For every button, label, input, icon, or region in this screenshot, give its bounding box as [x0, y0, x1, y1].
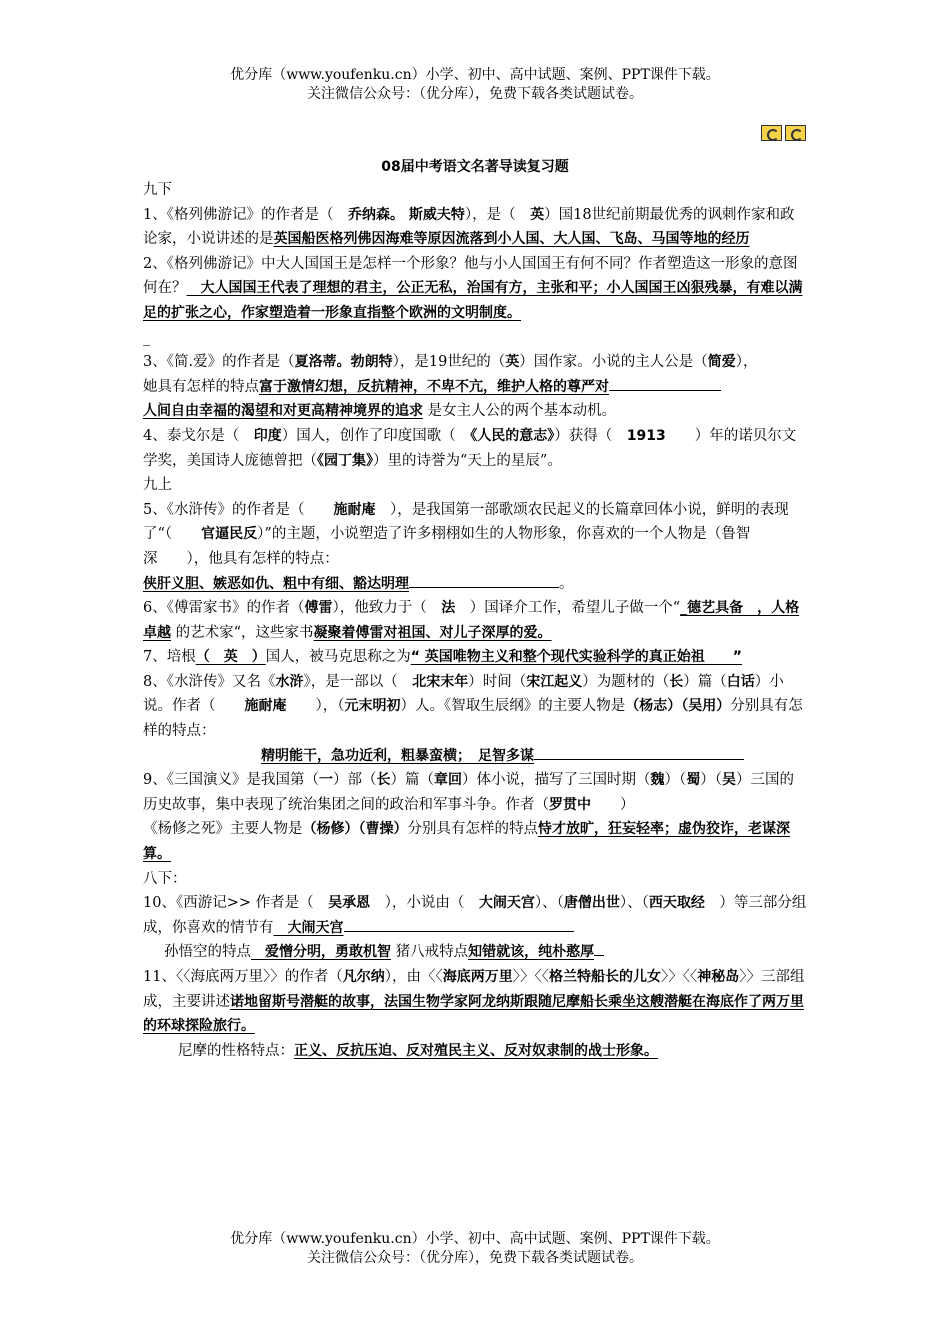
question-3: 3、《简.爱》的作者是（夏洛蒂。勃朗特），是19世纪的（英）国作家。小说的主人公是（简爱）， 她具有怎样的特点富于激情幻想，反抗精神，不卑不亢，维护人格的尊严对 人间自由幸福的渴望和对更高精神境界的追求 是女主人公的两个基本动机。 — [143, 354, 758, 420]
document-body — [143, 178, 808, 1063]
question-2: 2、《格列佛游记》中大人国国王是怎样一个形象？他与小人国国王有何不同？作者塑造这一形象的意图何在？ 大人国国王代表了理想的君主，公正无私，治国有方，主张和平；小人国国王凶狠残暴，有难以满足的扩张之心，作家塑造着一形象直指整个欧洲的文明制度。 _ — [143, 255, 803, 346]
footer-line-2: 关注微信公众号：（优分库），免费下载各类试题试卷。 — [307, 1250, 643, 1266]
question-4: 4、泰戈尔是（ 印度）国人，创作了印度国歌（ 《人民的意志》）获得（ 1913 ）年的诺贝尔文学奖，美国诗人庞德曾把（《园丁集》）里的诗誉为“天上的星辰”。 — [143, 427, 797, 469]
question-11-traits: 尼摩的性格特点：正义、反抗压迫、反对殖民主义、反对奴隶制的战士形象。 — [178, 1042, 658, 1059]
question-8: 8、《水浒传》又名《水浒》，是一部以（ 北宋末年）时间（宋江起义）为题材的（长）篇（白话）小说。作者（ 施耐庵 ），（元末明初）人。《智取生辰纲》的主要人物是（杨志）（吴用）分别具有怎样的特点： 精明能干，急功近利，粗暴蛮横； 足智多谋 — [143, 673, 803, 764]
question-10: 10、《西游记>> 作者是（ 吴承恩 ），小说由（ 大闹天宫）、（唐僧出世）、（西天取经 ）等三部分组成，你喜欢的情节有 大闹天宫 — [143, 895, 807, 936]
question-7: 7、培根（ 英 ）国人，被马克思称之为“ 英国唯物主义和整个现代实验科学的真正始祖 ” — [143, 649, 743, 666]
toolbar-icons — [761, 125, 809, 143]
section-label: 九上 — [143, 477, 172, 494]
header-line-1: 优分库（www.youfenku.cn）小学、初中、高中试题、案例、PPT课件下载。 — [230, 67, 720, 83]
page-header — [0, 66, 950, 104]
question-9: 9、《三国演义》是我国第（一）部（长）篇（章回）体小说，描写了三国时期（魏）（蜀）（吴）三国的历史故事，集中表现了统治集团之间的政治和军事斗争。作者（罗贯中 ） 《杨修之死》主要人物是（杨修）（曹操）分别具有怎样的特点恃才放旷，狂妄轻率；虚伪狡诈，老谋深算。 — [143, 772, 794, 863]
question-10-traits: 孙悟空的特点 爱憎分明，勇敢机智 猪八戒特点知错就该，纯朴憨厚 — [143, 940, 808, 965]
question-1: 1、《格列佛游记》的作者是（ 乔纳森。 斯威夫特），是（ 英）国18世纪前期最优秀的讽刺作家和政论家，小说讲述的是英国船医格列佛因海难等原因流落到小人国、大人国、飞岛、马国等地的经历 — [143, 206, 795, 248]
question-11: 11、〈〈海底两万里〉〉的作者（凡尔纳），由〈〈海底两万里〉〉〈〈格兰特船长的儿女〉〉〈〈神秘岛〉〉三部组成，主要讲述诺地留斯号潜艇的故事，法国生物学家阿龙纳斯跟随尼摩船长乘坐这艘潜艇在海底作了两万里的环球探险旅行。 — [143, 969, 805, 1035]
rotate-right-icon[interactable] — [785, 125, 806, 141]
question-5: 5、《水浒传》的作者是（ 施耐庵 ），是我国第一部歌颂农民起义的长篇章回体小说，鲜明的表现了“（ 官逼民反）”的主题，小说塑造了许多栩栩如生的人物形象，你喜欢的一个人物是（鲁智深 ），他具有怎样的特点： 侠肝义胆、嫉恶如仇、粗中有细、豁达明理 。 — [143, 501, 789, 592]
rotate-left-icon[interactable] — [761, 125, 782, 141]
footer-line-1: 优分库（www.youfenku.cn）小学、初中、高中试题、案例、PPT课件下载。 — [230, 1231, 720, 1247]
section-label: 八下： — [143, 870, 187, 887]
question-6: 6、《傅雷家书》的作者（傅雷），他致力于（ 法 ）国译介工作，希望儿子做一个“_德艺具备 ，人格卓越 的艺术家“，这些家书凝聚着傅雷对祖国、对儿子深厚的爱。 — [143, 600, 800, 641]
section-label: 九下 — [143, 182, 172, 198]
header-line-2: 关注微信公众号：（优分库），免费下载各类试题试卷。 — [307, 86, 643, 102]
page-footer — [0, 1230, 950, 1268]
document-title: 08届中考语文名著导读复习题 — [381, 159, 569, 175]
